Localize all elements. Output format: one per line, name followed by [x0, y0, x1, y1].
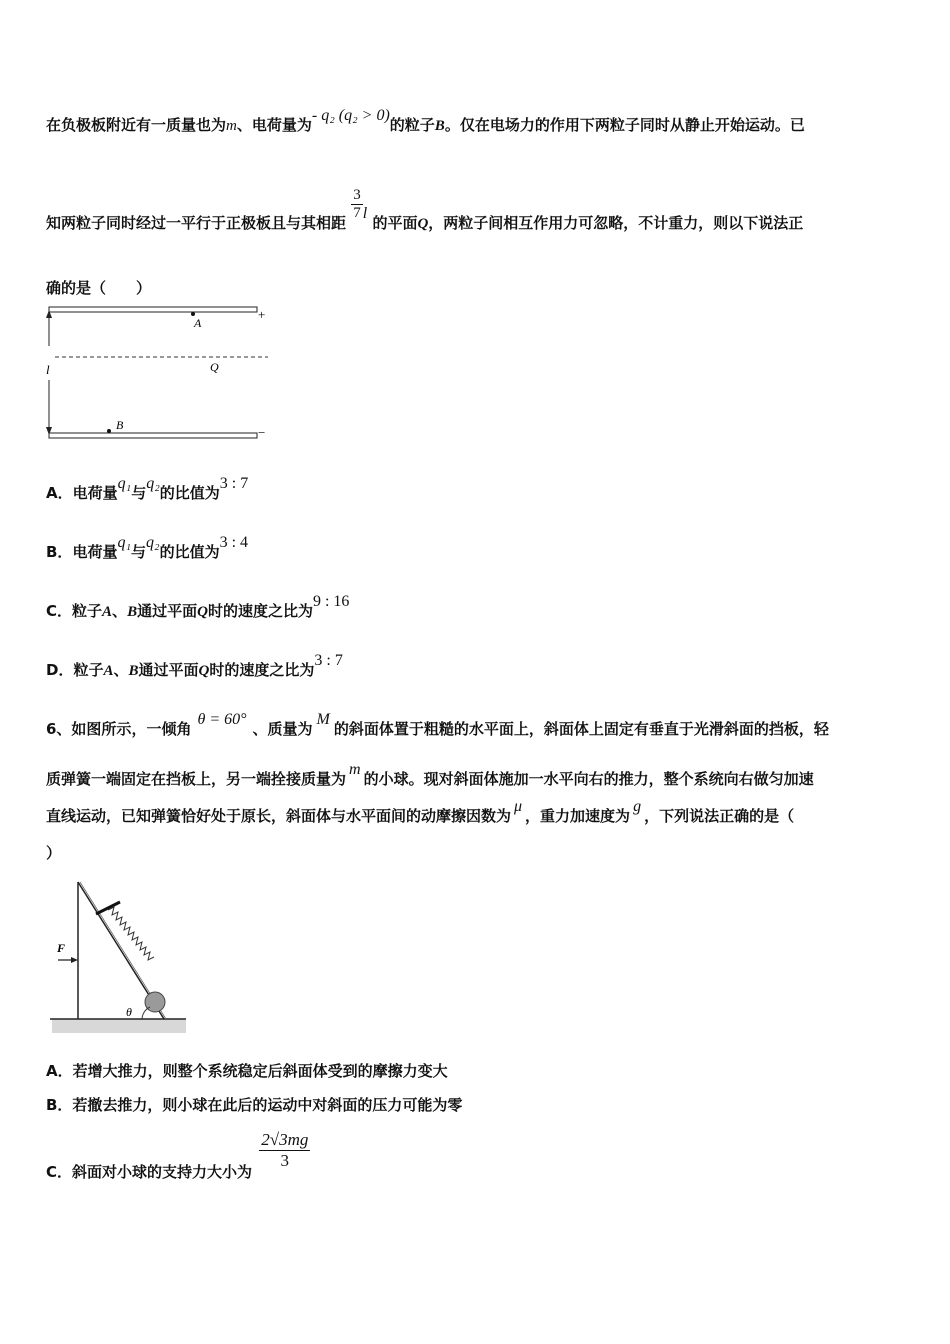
q6-option-a[interactable]	[46, 1060, 448, 1081]
fraction-denominator: 7	[353, 205, 361, 221]
q5-option-b[interactable]	[46, 534, 249, 562]
text: 。仅在电场力的作用下两粒子同时从静止开始运动。已	[444, 116, 805, 134]
incline-figure	[46, 872, 191, 1042]
q6-stem-line-4	[46, 842, 61, 863]
fraction-3-7	[351, 187, 363, 222]
ratio-value: 3 : 4	[219, 534, 249, 551]
option-letter: A．	[46, 484, 73, 502]
var-Q: Q	[417, 216, 429, 232]
text: ）	[46, 844, 62, 862]
text: 通过平面	[137, 602, 198, 620]
ground-hatch	[52, 1019, 186, 1033]
q6-stem-line-3	[46, 798, 795, 826]
text: 粒子	[72, 602, 103, 620]
text: 、	[113, 661, 129, 679]
fraction-support-force	[259, 1130, 310, 1171]
q5-stem-line-1	[46, 107, 805, 135]
text: 与	[131, 484, 147, 502]
var-l: l	[362, 205, 368, 222]
positive-plate	[49, 307, 257, 312]
option-letter: B．	[46, 543, 73, 561]
q5-stem-line-3	[46, 277, 151, 298]
text: 质弹簧一端固定在挡板上，另一端拴接质量为	[46, 770, 347, 788]
label-A: A	[194, 316, 202, 330]
text: 6、如图所示，一倾角	[46, 720, 192, 738]
text: 、	[112, 602, 128, 620]
label-B: B	[116, 418, 124, 432]
text: ，两粒子间相互作用力可忽略，不计重力，则以下说法正	[428, 214, 804, 232]
theta-value: θ = 60°	[197, 711, 247, 728]
fraction-denominator: 3	[280, 1151, 290, 1170]
var-g: g	[633, 798, 642, 815]
text: 粒子	[73, 661, 104, 679]
ratio-value: 3 : 7	[219, 475, 249, 492]
text: 、质量为	[252, 720, 313, 738]
text: ，下列说法正确的是（	[644, 807, 795, 825]
q5-option-c[interactable]	[46, 593, 350, 621]
var-q2: q₂	[146, 534, 160, 551]
ratio-value: 3 : 7	[314, 652, 343, 669]
fraction-numerator: 3	[353, 187, 361, 203]
text: 与	[131, 543, 147, 561]
text: 在负极板附近有一质量也为	[46, 116, 227, 134]
text: B．若撤去推力，则小球在此后的运动中对斜面的压力可能为零	[46, 1096, 463, 1114]
option-letter: C．	[46, 602, 73, 620]
minus-label: −	[258, 425, 266, 440]
var-m: m	[349, 761, 361, 778]
var-B: B	[128, 663, 139, 679]
text: 确的是（ ）	[46, 279, 152, 297]
particle-B-dot	[107, 429, 111, 433]
var-q1: q₁	[117, 534, 132, 551]
var-mu: μ	[514, 798, 523, 815]
option-letter: D．	[46, 661, 74, 679]
text: 电荷量	[72, 484, 118, 502]
charge-expression: - q₂ (q₂ > 0)	[311, 107, 390, 124]
q6-stem-line-2	[46, 761, 814, 789]
label-F: F	[57, 941, 66, 955]
text: 时的速度之比为	[209, 661, 315, 679]
q6-option-b[interactable]	[46, 1094, 462, 1115]
label-l: l	[46, 362, 50, 377]
force-arrow-head	[71, 957, 78, 963]
capacitor-figure	[40, 300, 280, 445]
label-theta: θ	[126, 1005, 132, 1019]
text: 时的速度之比为	[207, 602, 313, 620]
var-A: A	[103, 663, 114, 679]
var-B: B	[434, 118, 445, 134]
text: 的比值为	[159, 484, 220, 502]
text: 的斜面体置于粗糙的水平面上，斜面体上固定有垂直于光滑斜面的挡板，轻	[333, 720, 829, 738]
negative-plate	[49, 433, 257, 438]
fraction-numerator: 2√3mg	[261, 1130, 309, 1149]
q6-option-c[interactable]	[46, 1130, 310, 1181]
q6-stem-line-1	[46, 711, 829, 739]
label-Q: Q	[210, 360, 219, 374]
ball	[145, 992, 165, 1012]
text: A．若增大推力，则整个系统稳定后斜面体受到的摩擦力变大	[46, 1062, 448, 1080]
text: 电荷量	[72, 543, 118, 561]
var-Q: Q	[198, 663, 210, 679]
text: 知两粒子同时经过一平行于正极板且与其相距	[46, 214, 347, 232]
ratio-value: 9 : 16	[312, 593, 350, 610]
spring	[108, 907, 154, 960]
var-q2: q₂	[146, 475, 160, 492]
q5-option-a[interactable]	[46, 475, 249, 503]
var-Q: Q	[197, 604, 208, 620]
text: 通过平面	[138, 661, 199, 679]
var-B: B	[127, 604, 138, 620]
q5-option-d[interactable]	[46, 652, 343, 680]
text: 、电荷量为	[236, 116, 312, 134]
text: 的比值为	[159, 543, 220, 561]
text: 的平面	[372, 214, 418, 232]
var-q1: q₁	[117, 475, 132, 492]
q5-stem-line-2	[46, 187, 804, 233]
var-A: A	[102, 604, 113, 620]
plus-label: +	[258, 307, 266, 322]
arrow-head-up	[46, 310, 52, 318]
baffle-plate	[96, 902, 120, 914]
text: 的小球。现对斜面体施加一水平向右的推力，整个系统向右做匀加速	[363, 770, 814, 788]
text: ，重力加速度为	[525, 807, 631, 825]
text: 直线运动，已知弹簧恰好处于原长，斜面体与水平面间的动摩擦因数为	[46, 807, 512, 825]
text: 的粒子	[389, 116, 435, 134]
var-m: m	[226, 118, 237, 134]
text: C．斜面对小球的支持力大小为	[46, 1163, 253, 1181]
var-M: M	[316, 711, 330, 728]
